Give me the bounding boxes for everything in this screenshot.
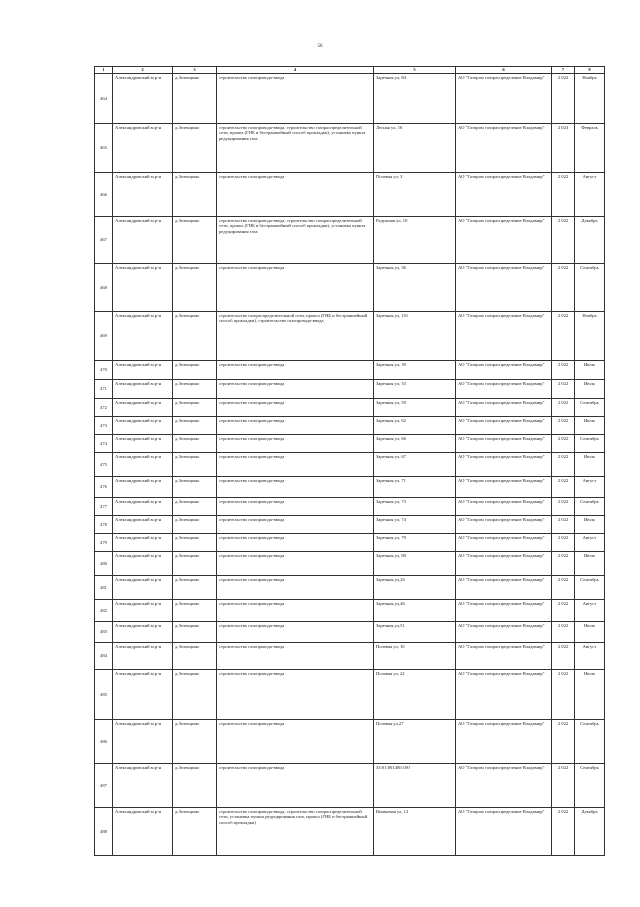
month-cell: Июль xyxy=(575,417,605,435)
table-body xyxy=(95,74,605,856)
organization-cell: АО "Газпром газораспределение Владимир" xyxy=(456,808,552,856)
year-cell: 2 022 xyxy=(552,720,575,764)
column-number-header xyxy=(95,67,605,74)
district-cell: Александровский м.р-н xyxy=(113,552,173,576)
organization-cell: АО "Газпром газораспределение Владимир" xyxy=(456,380,552,399)
month-cell: Сентябрь xyxy=(575,720,605,764)
row-number: 467 xyxy=(95,217,113,264)
month-cell: Август xyxy=(575,534,605,552)
month-cell: Август xyxy=(575,477,605,498)
table-row xyxy=(95,217,605,264)
month-cell: Сентябрь xyxy=(575,576,605,600)
year-cell: 2 022 xyxy=(552,361,575,380)
table-row xyxy=(95,435,605,453)
page-number: 56 xyxy=(317,44,323,49)
district-cell: Александровский м.р-н xyxy=(113,124,173,173)
settlement-cell: д.Зеленцино xyxy=(173,534,217,552)
settlement-cell: д.Зеленцино xyxy=(173,720,217,764)
address-cell: Радужная ул, 10 xyxy=(374,217,456,264)
organization-cell: АО "Газпром газораспределение Владимир" xyxy=(456,173,552,217)
table-row xyxy=(95,74,605,124)
address-cell: Заречная ул, 71 xyxy=(374,477,456,498)
row-number: 464 xyxy=(95,74,113,124)
row-number: 470 xyxy=(95,361,113,380)
work-type-cell: строительство газопровода-ввода xyxy=(217,720,374,764)
year-cell: 2 022 xyxy=(552,643,575,670)
row-number: 485 xyxy=(95,670,113,720)
work-type-cell: строительство газопровода-ввода, строительство газораспределительной сети, прокол (ГНБ и бестраншейный способ прокладки), установка пункта редуцирования газа xyxy=(217,217,374,264)
year-cell: 2 022 xyxy=(552,477,575,498)
month-cell: Август xyxy=(575,600,605,622)
row-number: 474 xyxy=(95,435,113,453)
address-cell: Полевая ул,27 xyxy=(374,720,456,764)
settlement-cell: д.Зеленцино xyxy=(173,764,217,808)
year-cell: 2 022 xyxy=(552,173,575,217)
address-cell: Заречная ул, 73 xyxy=(374,498,456,516)
month-cell: Сентябрь xyxy=(575,498,605,516)
district-cell: Александровский м.р-н xyxy=(113,264,173,312)
year-cell: 2 022 xyxy=(552,74,575,124)
month-cell: Сентябрь xyxy=(575,764,605,808)
organization-cell: АО "Газпром газораспределение Владимир" xyxy=(456,399,552,417)
district-cell: Александровский м.р-н xyxy=(113,498,173,516)
row-number: 482 xyxy=(95,600,113,622)
month-cell: Декабрь xyxy=(575,808,605,856)
year-cell: 2 022 xyxy=(552,217,575,264)
settlement-cell: д.Зеленцино xyxy=(173,124,217,173)
settlement-cell: д.Зеленцино xyxy=(173,74,217,124)
district-cell: Александровский м.р-н xyxy=(113,600,173,622)
settlement-cell: д.Зеленцино xyxy=(173,312,217,361)
table-row xyxy=(95,399,605,417)
address-cell: Заречная ул, 62 xyxy=(374,417,456,435)
table-row xyxy=(95,453,605,477)
work-type-cell: строительство газопровода-ввода xyxy=(217,534,374,552)
organization-cell: АО "Газпром газораспределение Владимир" xyxy=(456,417,552,435)
row-number: 465 xyxy=(95,124,113,173)
settlement-cell: д.Зеленцино xyxy=(173,361,217,380)
settlement-cell: д.Зеленцино xyxy=(173,552,217,576)
table-row xyxy=(95,764,605,808)
settlement-cell: д.Зеленцино xyxy=(173,453,217,477)
table-row xyxy=(95,361,605,380)
district-cell: Александровский м.р-н xyxy=(113,399,173,417)
year-cell: 2 022 xyxy=(552,600,575,622)
table-row xyxy=(95,600,605,622)
year-cell: 2 022 xyxy=(552,670,575,720)
settlement-cell: д.Зеленцино xyxy=(173,417,217,435)
organization-cell: АО "Газпром газораспределение Владимир" xyxy=(456,600,552,622)
year-cell: 2 023 xyxy=(552,124,575,173)
month-cell: Сентябрь xyxy=(575,399,605,417)
row-number: 466 xyxy=(95,173,113,217)
organization-cell: АО "Газпром газораспределение Владимир" xyxy=(456,576,552,600)
table-row xyxy=(95,534,605,552)
month-cell: Июль xyxy=(575,670,605,720)
settlement-cell: д.Зеленцино xyxy=(173,576,217,600)
settlement-cell: д.Зеленцино xyxy=(173,173,217,217)
row-number: 473 xyxy=(95,417,113,435)
district-cell: Александровский м.р-н xyxy=(113,534,173,552)
gasification-table xyxy=(94,66,605,856)
organization-cell: АО "Газпром газораспределение Владимир" xyxy=(456,498,552,516)
address-cell: Заречная ул, 74 xyxy=(374,516,456,534)
organization-cell: АО "Газпром газораспределение Владимир" xyxy=(456,534,552,552)
address-cell: Заречная ул, 79 xyxy=(374,534,456,552)
work-type-cell: строительство газопровода-ввода xyxy=(217,643,374,670)
district-cell: Александровский м.р-н xyxy=(113,622,173,643)
settlement-cell: д.Зеленцино xyxy=(173,380,217,399)
column-header: 1 xyxy=(95,67,113,74)
column-header: 4 xyxy=(217,67,374,74)
address-cell: Заречная ул,46 xyxy=(374,600,456,622)
row-number: 480 xyxy=(95,552,113,576)
work-type-cell: строительство газопровода-ввода xyxy=(217,417,374,435)
year-cell: 2 022 xyxy=(552,498,575,516)
work-type-cell: строительство газопровода-ввода xyxy=(217,435,374,453)
district-cell: Александровский м.р-н xyxy=(113,576,173,600)
district-cell: Александровский м.р-н xyxy=(113,312,173,361)
month-cell: Сентябрь xyxy=(575,435,605,453)
row-number: 469 xyxy=(95,312,113,361)
address-cell: Полевая ул, 10 xyxy=(374,643,456,670)
table-row xyxy=(95,124,605,173)
organization-cell: АО "Газпром газораспределение Владимир" xyxy=(456,312,552,361)
address-cell: Лесная ул, 16 xyxy=(374,124,456,173)
year-cell: 2 022 xyxy=(552,764,575,808)
settlement-cell: д.Зеленцино xyxy=(173,516,217,534)
column-header: 3 xyxy=(173,67,217,74)
address-cell: Заречная ул, 66 xyxy=(374,435,456,453)
address-cell: Заречная ул, 67 xyxy=(374,453,456,477)
year-cell: 2 022 xyxy=(552,552,575,576)
organization-cell: АО "Газпром газораспределение Владимир" xyxy=(456,124,552,173)
month-cell: Август xyxy=(575,643,605,670)
row-number: 472 xyxy=(95,399,113,417)
work-type-cell: строительство газораспределительной сети, прокол (ГНБ и бестраншейный способ прокладки), строительство газопровода-ввода xyxy=(217,312,374,361)
district-cell: Александровский м.р-н xyxy=(113,361,173,380)
work-type-cell: строительство газопровода-ввода xyxy=(217,516,374,534)
table-row xyxy=(95,552,605,576)
table-row xyxy=(95,173,605,217)
month-cell: Декабрь xyxy=(575,217,605,264)
month-cell: Июль xyxy=(575,516,605,534)
address-cell: Вишневая ул, 12 xyxy=(374,808,456,856)
year-cell: 2 022 xyxy=(552,312,575,361)
district-cell: Александровский м.р-н xyxy=(113,173,173,217)
organization-cell: АО "Газпром газораспределение Владимир" xyxy=(456,435,552,453)
organization-cell: АО "Газпром газораспределение Владимир" xyxy=(456,516,552,534)
table-row xyxy=(95,808,605,856)
organization-cell: АО "Газпром газораспределение Владимир" xyxy=(456,764,552,808)
work-type-cell: строительство газопровода-ввода xyxy=(217,361,374,380)
month-cell: Сентябрь xyxy=(575,264,605,312)
district-cell: Александровский м.р-н xyxy=(113,435,173,453)
organization-cell: АО "Газпром газораспределение Владимир" xyxy=(456,264,552,312)
district-cell: Александровский м.р-н xyxy=(113,764,173,808)
address-cell: Заречная ул, 39 xyxy=(374,361,456,380)
work-type-cell: строительство газопровода-ввода xyxy=(217,576,374,600)
district-cell: Александровский м.р-н xyxy=(113,453,173,477)
row-number: 484 xyxy=(95,643,113,670)
district-cell: Александровский м.р-н xyxy=(113,516,173,534)
work-type-cell: строительство газопровода-ввода xyxy=(217,453,374,477)
year-cell: 2 022 xyxy=(552,417,575,435)
organization-cell: АО "Газпром газораспределение Владимир" xyxy=(456,477,552,498)
month-cell: Август xyxy=(575,173,605,217)
district-cell: Александровский м.р-н xyxy=(113,380,173,399)
column-header: 6 xyxy=(456,67,552,74)
table-row xyxy=(95,576,605,600)
work-type-cell: строительство газопровода-ввода xyxy=(217,173,374,217)
month-cell: Февраль xyxy=(575,124,605,173)
table-row xyxy=(95,516,605,534)
month-cell: Ноябрь xyxy=(575,74,605,124)
table-row xyxy=(95,477,605,498)
organization-cell: АО "Газпром газораспределение Владимир" xyxy=(456,670,552,720)
organization-cell: АО "Газпром газораспределение Владимир" xyxy=(456,643,552,670)
organization-cell: АО "Газпром газораспределение Владимир" xyxy=(456,74,552,124)
table-row xyxy=(95,312,605,361)
year-cell: 2 022 xyxy=(552,534,575,552)
row-number: 478 xyxy=(95,516,113,534)
work-type-cell: строительство газопровода-ввода xyxy=(217,622,374,643)
row-number: 477 xyxy=(95,498,113,516)
column-header: 8 xyxy=(575,67,605,74)
settlement-cell: д.Зеленцино xyxy=(173,600,217,622)
address-cell: Заречная ул, 84 xyxy=(374,74,456,124)
table-row xyxy=(95,643,605,670)
month-cell: Июль xyxy=(575,453,605,477)
work-type-cell: строительство газопровода-ввода xyxy=(217,380,374,399)
table-row xyxy=(95,670,605,720)
month-cell: Июль xyxy=(575,380,605,399)
organization-cell: АО "Газпром газораспределение Владимир" xyxy=(456,720,552,764)
year-cell: 2 022 xyxy=(552,576,575,600)
year-cell: 2 022 xyxy=(552,380,575,399)
district-cell: Александровский м.р-н xyxy=(113,74,173,124)
work-type-cell: строительство газопровода-ввода, строительство газораспределительной сети, прокол (ГНБ и бестраншейный способ прокладки), установка пункта редуцирования газа xyxy=(217,124,374,173)
settlement-cell: д.Зеленцино xyxy=(173,808,217,856)
table-row xyxy=(95,720,605,764)
year-cell: 2 022 xyxy=(552,622,575,643)
year-cell: 2 022 xyxy=(552,516,575,534)
address-cell: Заречная ул, 80 xyxy=(374,552,456,576)
work-type-cell: строительство газопровода-ввода, строительство газораспределительной сети, установка пункта редуцирования газа, прокол (ГНБ и бестраншейный способ прокладки) xyxy=(217,808,374,856)
month-cell: Июль xyxy=(575,622,605,643)
organization-cell: АО "Газпром газораспределение Владимир" xyxy=(456,453,552,477)
address-cell: Заречная ул, 101 xyxy=(374,312,456,361)
column-header: 2 xyxy=(113,67,173,74)
table-row xyxy=(95,622,605,643)
row-number: 476 xyxy=(95,477,113,498)
row-number: 479 xyxy=(95,534,113,552)
organization-cell: АО "Газпром газораспределение Владимир" xyxy=(456,552,552,576)
row-number: 483 xyxy=(95,622,113,643)
work-type-cell: строительство газопровода-ввода xyxy=(217,498,374,516)
settlement-cell: д.Зеленцино xyxy=(173,477,217,498)
year-cell: 2 022 xyxy=(552,808,575,856)
settlement-cell: д.Зеленцино xyxy=(173,435,217,453)
organization-cell: АО "Газпром газораспределение Владимир" xyxy=(456,622,552,643)
address-cell: Заречная ул, 59 xyxy=(374,399,456,417)
district-cell: Александровский м.р-н xyxy=(113,477,173,498)
year-cell: 2 022 xyxy=(552,453,575,477)
district-cell: Александровский м.р-н xyxy=(113,643,173,670)
table-row xyxy=(95,498,605,516)
month-cell: Ноябрь xyxy=(575,312,605,361)
row-number: 487 xyxy=(95,764,113,808)
column-header: 5 xyxy=(374,67,456,74)
district-cell: Александровский м.р-н xyxy=(113,417,173,435)
work-type-cell: строительство газопровода-ввода xyxy=(217,600,374,622)
year-cell: 2 022 xyxy=(552,264,575,312)
settlement-cell: д.Зеленцино xyxy=(173,264,217,312)
district-cell: Александровский м.р-н xyxy=(113,720,173,764)
settlement-cell: д.Зеленцино xyxy=(173,622,217,643)
address-cell: 33:01:001400:100 xyxy=(374,764,456,808)
row-number: 486 xyxy=(95,720,113,764)
settlement-cell: д.Зеленцино xyxy=(173,498,217,516)
settlement-cell: д.Зеленцино xyxy=(173,217,217,264)
work-type-cell: строительство газопровода-ввода xyxy=(217,552,374,576)
work-type-cell: строительство газопровода-ввода xyxy=(217,477,374,498)
month-cell: Июль xyxy=(575,552,605,576)
district-cell: Александровский м.р-н xyxy=(113,217,173,264)
work-type-cell: строительство газопровода-ввода xyxy=(217,764,374,808)
row-number: 471 xyxy=(95,380,113,399)
address-cell: Заречная ул, 53 xyxy=(374,380,456,399)
work-type-cell: строительство газопровода-ввода xyxy=(217,670,374,720)
row-number: 468 xyxy=(95,264,113,312)
settlement-cell: д.Зеленцино xyxy=(173,399,217,417)
district-cell: Александровский м.р-н xyxy=(113,808,173,856)
table-row xyxy=(95,417,605,435)
month-cell: Июль xyxy=(575,361,605,380)
row-number: 475 xyxy=(95,453,113,477)
row-number: 488 xyxy=(95,808,113,856)
row-number: 481 xyxy=(95,576,113,600)
work-type-cell: строительство газопровода-ввода xyxy=(217,264,374,312)
address-cell: Заречная ул,26 xyxy=(374,576,456,600)
address-cell: Заречная ул, 36 xyxy=(374,264,456,312)
year-cell: 2 022 xyxy=(552,399,575,417)
column-header: 7 xyxy=(552,67,575,74)
settlement-cell: д.Зеленцино xyxy=(173,643,217,670)
settlement-cell: д.Зеленцино xyxy=(173,670,217,720)
organization-cell: АО "Газпром газораспределение Владимир" xyxy=(456,361,552,380)
year-cell: 2 022 xyxy=(552,435,575,453)
address-cell: Заречная ул,51 xyxy=(374,622,456,643)
table-row xyxy=(95,264,605,312)
work-type-cell: строительство газопровода-ввода xyxy=(217,74,374,124)
address-cell: Полевая ул, 3 xyxy=(374,173,456,217)
address-cell: Полевая ул, 22 xyxy=(374,670,456,720)
work-type-cell: строительство газопровода-ввода xyxy=(217,399,374,417)
table-row xyxy=(95,380,605,399)
organization-cell: АО "Газпром газораспределение Владимир" xyxy=(456,217,552,264)
district-cell: Александровский м.р-н xyxy=(113,670,173,720)
